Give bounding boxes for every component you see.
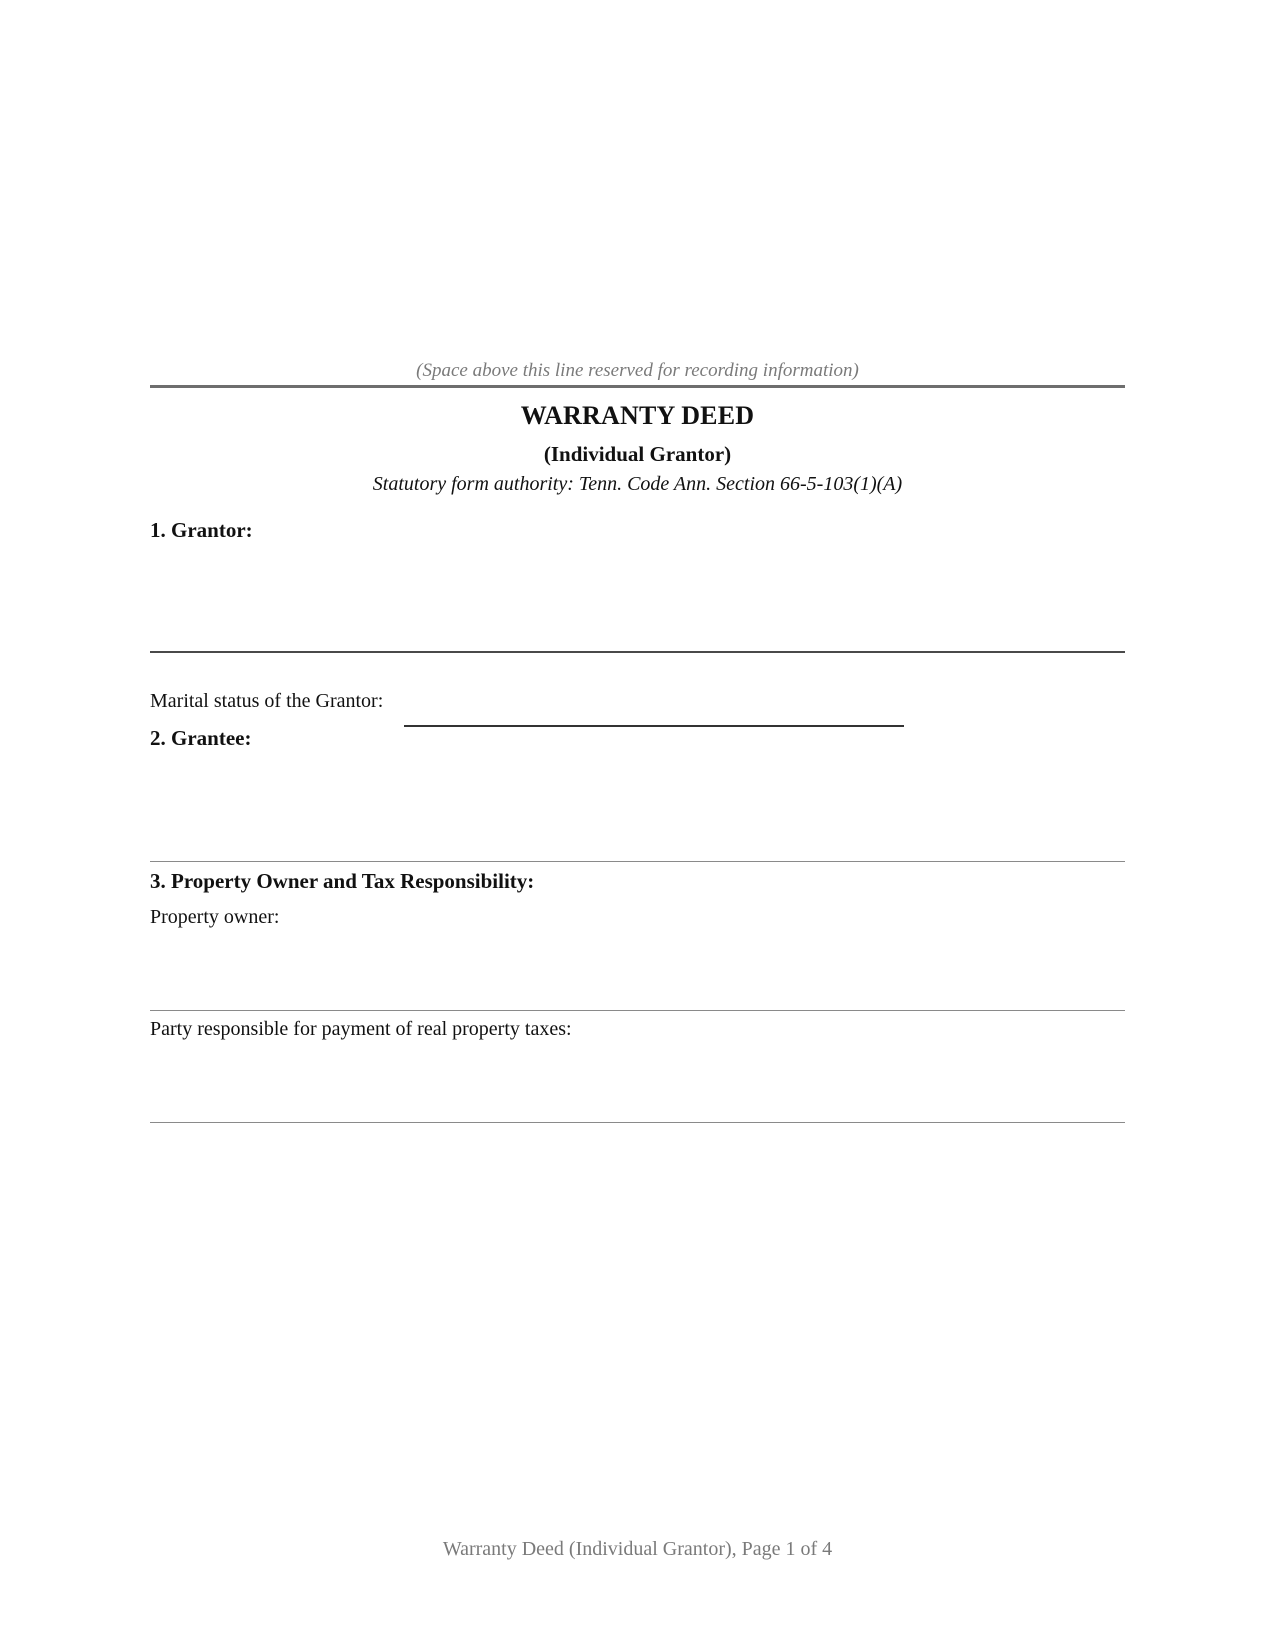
property-owner-label: Property owner:	[150, 906, 280, 928]
grantee-name-field[interactable]	[150, 771, 1125, 862]
marital-status-field[interactable]	[404, 695, 904, 727]
property-tax-heading: 3. Property Owner and Tax Responsibility:	[150, 869, 535, 893]
grantor-heading: 1. Grantor:	[150, 518, 253, 542]
recording-space-note: (Space above this line reserved for recording information)	[416, 360, 859, 381]
grantee-heading: 2. Grantee:	[150, 726, 252, 750]
marital-status-label: Marital status of the Grantor:	[150, 690, 384, 712]
page-footer: Warranty Deed (Individual Grantor), Page 1 of 4	[442, 1538, 833, 1560]
document-subtitle: (Individual Grantor)	[543, 442, 732, 466]
grantor-name-field[interactable]	[150, 573, 1125, 653]
tax-party-field[interactable]	[150, 1050, 1125, 1123]
tax-party-label: Party responsible for payment of real property taxes:	[150, 1018, 572, 1040]
statutory-authority: Statutory form authority: Tenn. Code Ann. Section 66-5-103(1)(A)	[372, 473, 903, 495]
document-title: WARRANTY DEED	[520, 401, 755, 430]
recording-divider	[150, 385, 1125, 388]
property-owner-field[interactable]	[150, 940, 1125, 1011]
